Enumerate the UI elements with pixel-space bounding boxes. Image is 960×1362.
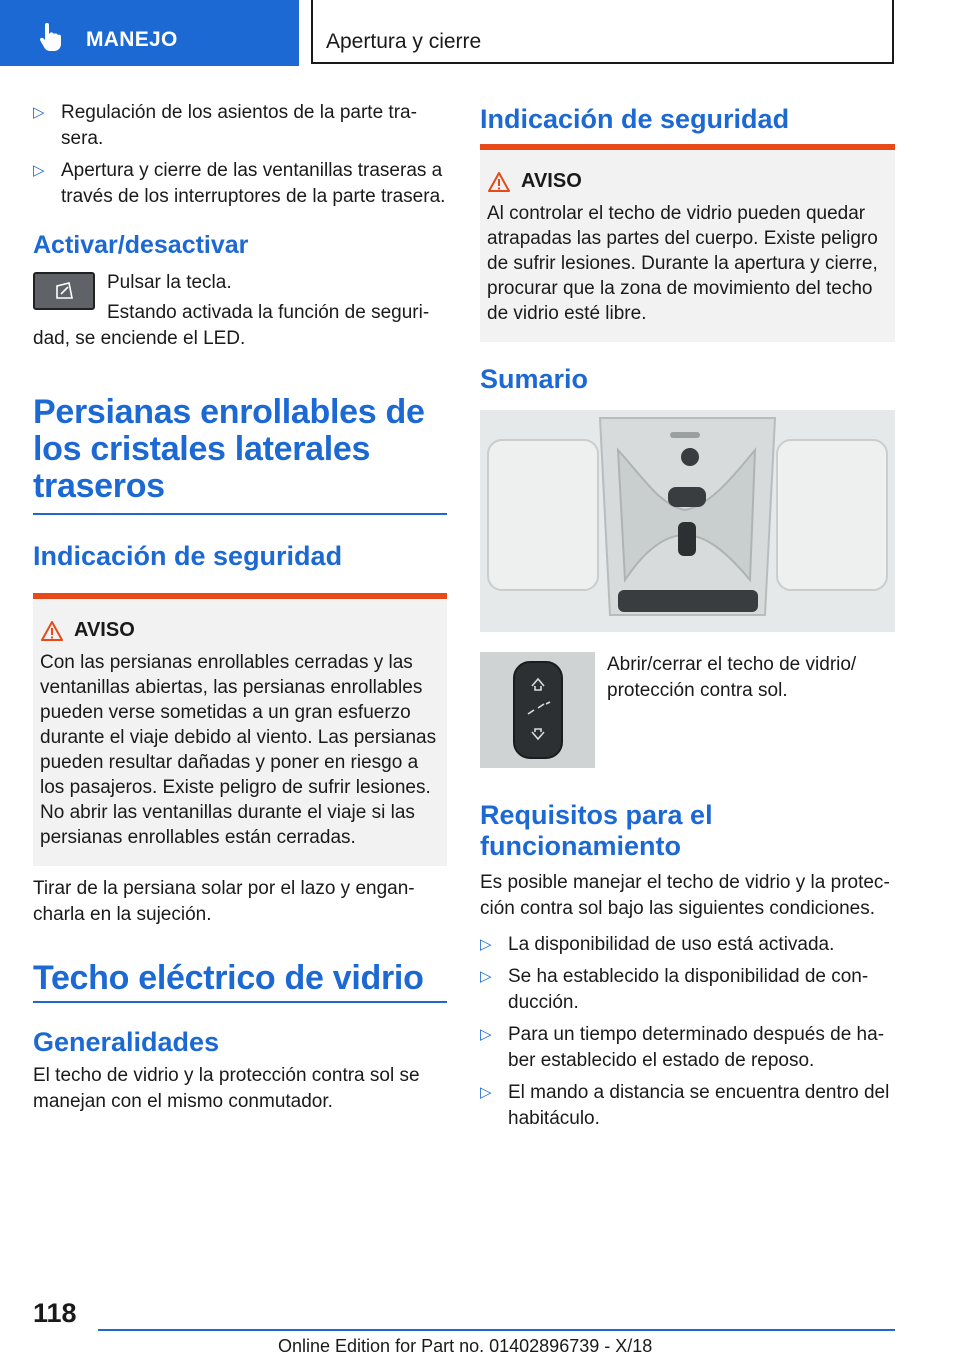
list-item: ▷ Apertura y cierre de las ventanillas traseras a través de los interruptores de la parte trasera. — [33, 160, 446, 207]
footer-rule — [98, 1329, 895, 1331]
roof-switch-illustration — [480, 652, 595, 768]
warning-label: AVISO — [521, 170, 582, 192]
bullet-triangle-icon: ▷ — [480, 1026, 492, 1043]
warning-triangle-icon — [40, 620, 64, 642]
persianas-title: Persianas enrollables de los cristales laterales traseros — [33, 393, 425, 505]
requisitos-heading: Requisitos para el funcionamiento — [480, 800, 713, 861]
warning-triangle-icon — [487, 171, 511, 193]
bullet-triangle-icon: ▷ — [480, 968, 492, 985]
bullet-triangle-icon: ▷ — [33, 104, 45, 121]
right-column — [480, 100, 895, 1138]
list-item: ▷ Se ha establecido la disponibilidad de conducción. — [480, 966, 869, 1013]
warning-text: Con las persianas enrollables cerradas y las ventanillas abiertas, las persianas enrollables pueden verse sometidas a un gran esfuerzo durante el viaje debido al viento. Las persianas pueden resultar dañadas y poner en riesgo a los pasajeros. Existe peligro de sufrir lesiones. No abrir las ventanillas durante el viaje si las persianas enrollables están cerradas. — [40, 652, 437, 848]
requisitos-list — [480, 932, 895, 1132]
subsection-title: Apertura y cierre — [326, 30, 482, 53]
list-item: ▷ Regulación de los asientos de la parte trasera. — [33, 102, 417, 149]
list-item: ▷ La disponibilidad de uso está activada. — [480, 932, 895, 958]
seguridad-heading: Indicación de seguridad — [33, 541, 343, 571]
warning-box — [33, 593, 447, 866]
child-lock-key-icon — [33, 272, 95, 310]
techo-title: Techo eléctrico de vidrio — [33, 959, 424, 997]
activar-description: Estando activada la función de seguridad, se enciende el LED. — [33, 302, 430, 349]
page-number: 118 — [33, 1298, 77, 1328]
warning-label: AVISO — [74, 619, 135, 641]
seguridad-heading: Indicación de seguridad — [480, 104, 790, 134]
switch-caption: Abrir/cerrar el techo de vidrio/ protección contra sol. — [607, 654, 857, 701]
warning-box — [480, 144, 895, 342]
bullet-triangle-icon: ▷ — [480, 1084, 492, 1101]
left-bullet-list — [33, 100, 447, 210]
edition-text: Online Edition for Part no. 01402896739 - X/18 — [278, 1336, 653, 1356]
generalidades-heading: Generalidades — [33, 1027, 220, 1057]
overhead-console-illustration — [480, 410, 895, 632]
sumario-heading: Sumario — [480, 364, 589, 394]
list-item: ▷ El mando a distancia se encuentra dentro del habitáculo. — [480, 1082, 890, 1129]
bullet-triangle-icon: ▷ — [33, 162, 45, 179]
hand-pointer-icon — [36, 22, 66, 52]
activar-instruction: Pulsar la tecla. — [107, 272, 232, 293]
bullet-triangle-icon: ▷ — [480, 936, 492, 953]
warning-text: Al controlar el techo de vidrio pueden quedar atrapadas las partes del cuerpo. Existe peligro de sufrir lesiones. Durante la apertura y cierre, procurar que la zona de movimiento del techo de vidrio esté libre. — [487, 203, 878, 324]
requisitos-text: Es posible manejar el techo de vidrio y la protección contra sol bajo las siguientes condiciones. — [480, 872, 890, 919]
left-column — [33, 100, 447, 1115]
tirar-text: Tirar de la persiana solar por el lazo y engancharla en la sujeción. — [33, 878, 415, 925]
generalidades-text: El techo de vidrio y la protección contra sol se manejan con el mismo conmutador. — [33, 1065, 420, 1112]
activar-heading: Activar/desactivar — [33, 231, 249, 259]
list-item: ▷ Para un tiempo determinado después de haber establecido el estado de reposo. — [480, 1024, 885, 1071]
section-label: MANEJO — [86, 28, 178, 51]
